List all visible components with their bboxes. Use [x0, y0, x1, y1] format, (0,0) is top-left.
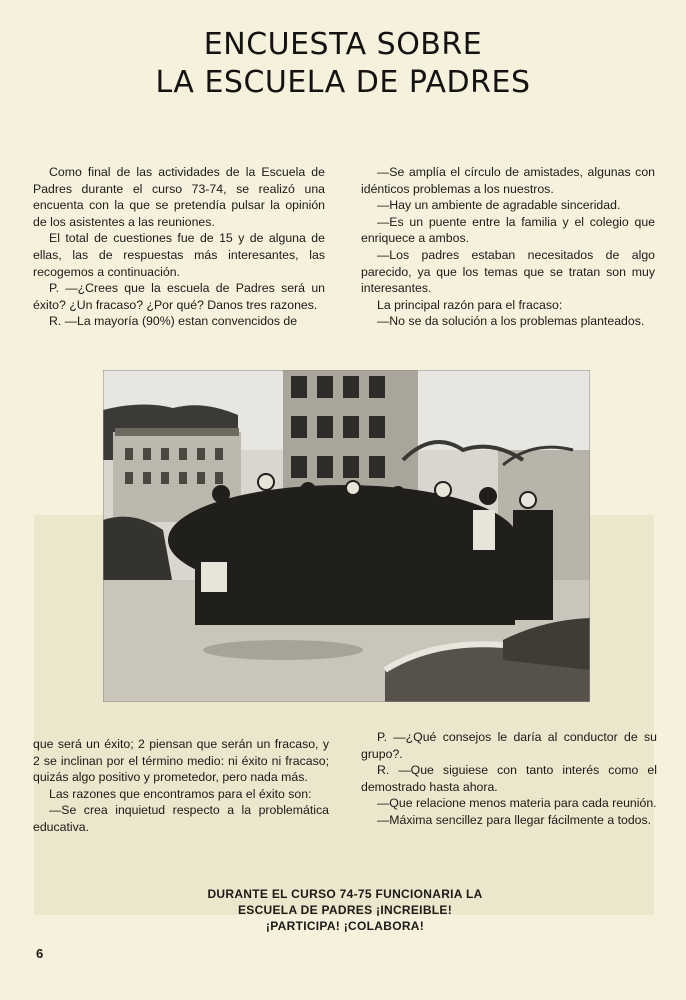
- paragraph: R. —La mayoría (90%) estan convencidos de: [49, 314, 298, 329]
- paragraph: P. —¿Crees que la escuela de Padres será un éxito? ¿Un fracaso? ¿Por qué? Danos tres razones.: [33, 281, 325, 312]
- title-line-2: LA ESCUELA DE PADRES: [155, 65, 531, 100]
- closing-announcement: [150, 886, 540, 934]
- title-line-1: ENCUESTA SOBRE: [203, 27, 483, 62]
- closing-line-1: DURANTE EL CURSO 74-75 FUNCIONARIA LA: [207, 887, 483, 901]
- paragraph: —Máxima sencillez para llegar fácilmente a todos.: [377, 812, 652, 827]
- article-title: [0, 26, 686, 102]
- paragraph: La principal razón para el fracaso:: [377, 297, 563, 312]
- paragraph: P. —¿Qué consejos le daría al conductor de su grupo?.: [361, 730, 657, 761]
- column-left-top: [33, 164, 325, 330]
- paragraph: El total de cuestiones fue de 15 y de alguna de ellas, las de respuestas más interesantes, las recogemos a continuación.: [33, 231, 325, 279]
- column-left-bottom: [33, 736, 329, 836]
- paragraph: Las razones que encontramos para el éxito son:: [49, 786, 312, 801]
- column-right-bottom: [361, 729, 657, 829]
- paragraph: —Hay un ambiente de agradable sinceridad.: [377, 198, 621, 213]
- page-number: 6: [36, 946, 44, 961]
- paragraph: —Se amplía el círculo de amistades, algunas con idénticos problemas a los nuestros.: [361, 165, 655, 196]
- paragraph: que será un éxito; 2 piensan que serán un fracaso, y 2 se inclinan por el término medio: ni éxito ni fracaso; quizás algo positivo y prometedor, pero nada más.: [33, 737, 329, 785]
- group-photo: [103, 370, 590, 702]
- paragraph: —Es un puente entre la familia y el colegio que enriquece a ambos.: [361, 214, 655, 246]
- paragraph: —No se da solución a los problemas planteados.: [377, 314, 645, 329]
- paragraph: —Se crea inquietud respecto a la problemática educativa.: [33, 803, 329, 834]
- paragraph: —Los padres estaban necesitados de algo parecido, ya que los temas que se tratan son muy interesantes.: [361, 247, 655, 296]
- paragraph: Como final de las actividades de la Escuela de Padres durante el curso 73-74, se realizó una encuenta con la que se pretendía pulsar la opinión de los asistentes a las reuniones.: [33, 165, 325, 229]
- column-right-top: [361, 164, 655, 330]
- paragraph: —Que relacione menos materia para cada reunión.: [377, 796, 657, 811]
- group-photo-illustration: [103, 370, 590, 702]
- closing-line-2: ESCUELA DE PADRES ¡INCREIBLE!: [237, 903, 453, 917]
- paragraph: R. —Que siguiese con tanto interés como el demostrado hasta ahora.: [361, 763, 657, 794]
- closing-line-3: ¡PARTICIPA! ¡COLABORA!: [265, 919, 425, 933]
